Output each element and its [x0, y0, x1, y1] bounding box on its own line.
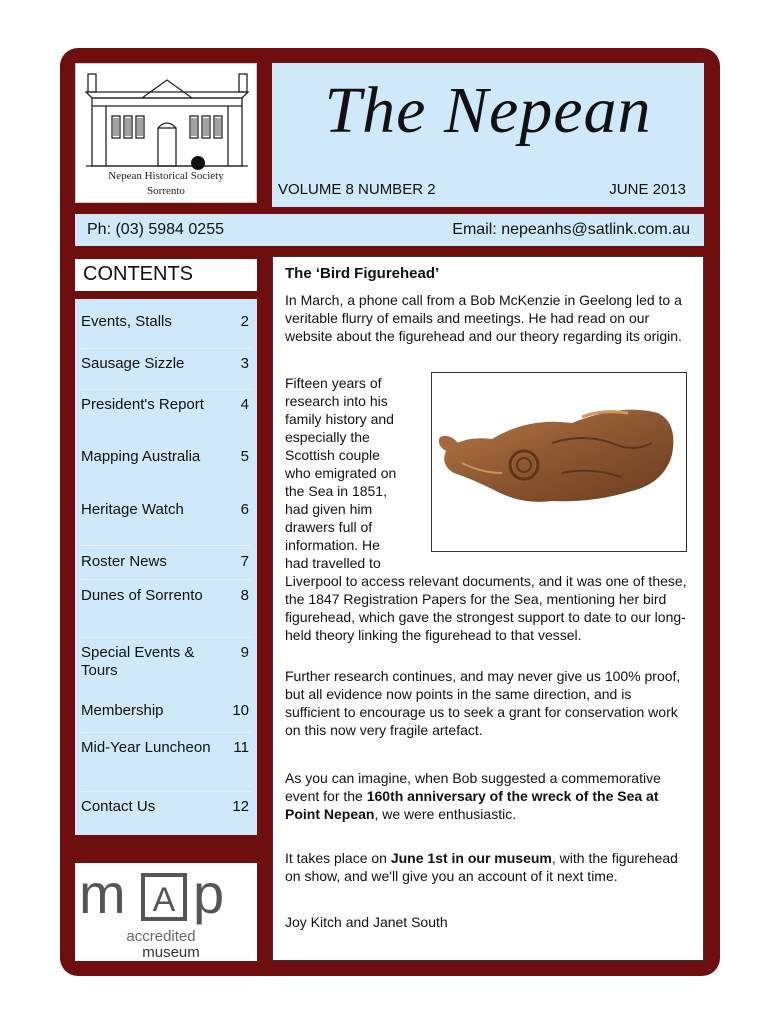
divider: [81, 791, 251, 792]
society-logo: [75, 63, 257, 203]
divider: [81, 732, 251, 733]
article-paragraph: Further research continues, and may never give us 100% proof, but all evidence now points in the same direction, and is sufficient to encourage us to seek a grant for conservation work on this now very fragile artefact.: [285, 668, 681, 738]
email-address: Email: nepeanhs@satlink.com.au: [452, 221, 690, 238]
masthead: [272, 63, 704, 207]
toc-label: Dunes of Sorrento: [81, 587, 203, 604]
toc-label: President's Report: [81, 396, 204, 413]
toc-page: 10: [232, 702, 249, 719]
article-text: It takes place on: [285, 850, 391, 866]
article: [272, 256, 704, 961]
toc-label: Mid-Year Luncheon: [81, 739, 211, 756]
map-letter-a: A: [152, 881, 176, 919]
divider: [81, 348, 251, 349]
toc-label: Roster News: [81, 553, 167, 570]
article-line: drawers full of: [285, 519, 373, 535]
contents-list: [75, 299, 257, 835]
issue-date: JUNE 2013: [609, 181, 686, 198]
divider: [81, 637, 251, 638]
article-line: Scottish couple: [285, 447, 380, 463]
article-signoff: Joy Kitch and Janet South: [285, 914, 448, 930]
society-name: Nepean Historical Society: [108, 170, 224, 182]
toc-label: Mapping Australia: [81, 448, 201, 465]
article-paragraph: [285, 849, 693, 885]
contact-bar: [75, 214, 704, 246]
building-illustration-icon: [82, 68, 252, 170]
phone-number: Ph: (03) 5984 0255: [87, 221, 224, 238]
map-letter-m: m: [79, 863, 126, 925]
toc-label: Contact Us: [81, 798, 156, 815]
toc-page: 12: [232, 798, 249, 815]
divider: [81, 389, 251, 390]
toc-label: Events, Stalls: [81, 313, 172, 330]
article-paragraph: In March, a phone call from a Bob McKenzie in Geelong led to a veritable flurry of emails and meetings. He had read on our website about the figurehead and our theory regarding its origin.: [285, 292, 682, 344]
map-letter-p: p: [193, 863, 225, 925]
toc-page: 9: [240, 644, 249, 661]
toc-page: 7: [240, 553, 249, 570]
bird-figurehead-image: [432, 373, 686, 551]
toc-page: 6: [240, 501, 249, 518]
newsletter-title: The Nepean: [324, 74, 652, 147]
article-title: The ‘Bird Figurehead’: [285, 265, 440, 282]
society-place: Sorrento: [147, 185, 185, 197]
toc-page: 8: [240, 587, 249, 604]
article-line: who emigrated on: [285, 465, 397, 481]
toc-label: Special Events & Tours: [81, 644, 195, 679]
toc-page: 5: [240, 448, 249, 465]
article-line: Fifteen years of: [285, 375, 382, 391]
article-line: the Sea in 1851,: [285, 483, 387, 499]
article-paragraph: Liverpool to access relevant documents, and it was one of these, the 1847 Registration Papers for the Sea, mentioning her bird figurehead, which gave the strongest support to date to our long-held theory linking the figurehead to that vessel.: [285, 573, 687, 643]
toc-label: Heritage Watch: [81, 501, 184, 518]
article-line: family history and: [285, 411, 394, 427]
volume-number: VOLUME 8 NUMBER 2: [278, 181, 436, 198]
article-line: information. He: [285, 537, 380, 553]
article-line: research into his: [285, 393, 388, 409]
toc-page: 11: [233, 739, 249, 756]
map-logo-icon: [75, 863, 257, 961]
article-line: had given him: [285, 501, 373, 517]
divider: [81, 579, 251, 580]
article-bold-text: 160th anniversary of the wreck of the Sea at Point Nepean: [285, 788, 659, 822]
article-line: had travelled to: [285, 555, 381, 571]
article-paragraph: [285, 769, 695, 823]
article-line: especially the: [285, 429, 370, 445]
toc-page: 3: [240, 355, 249, 372]
toc-label: Membership: [81, 702, 164, 719]
article-bold-text: June 1st in our museum: [390, 850, 552, 866]
map-accredited-logo: [75, 863, 257, 961]
divider: [81, 545, 251, 546]
article-text: , we were enthusiastic.: [374, 806, 517, 822]
map-accredited-text: accredited: [126, 928, 196, 945]
article-text: As you can imagine, when Bob suggested a commemorative event for the: [285, 770, 661, 804]
contents-heading: CONTENTS: [75, 259, 257, 291]
toc-page: 2: [240, 313, 249, 330]
article-text: , with the figurehead on show, and we'll give you an account of it next time.: [285, 850, 678, 884]
toc-label: Sausage Sizzle: [81, 355, 185, 372]
map-museum-text: museum: [142, 944, 200, 961]
toc-page: 4: [240, 396, 249, 413]
figurehead-photo: [431, 372, 687, 552]
